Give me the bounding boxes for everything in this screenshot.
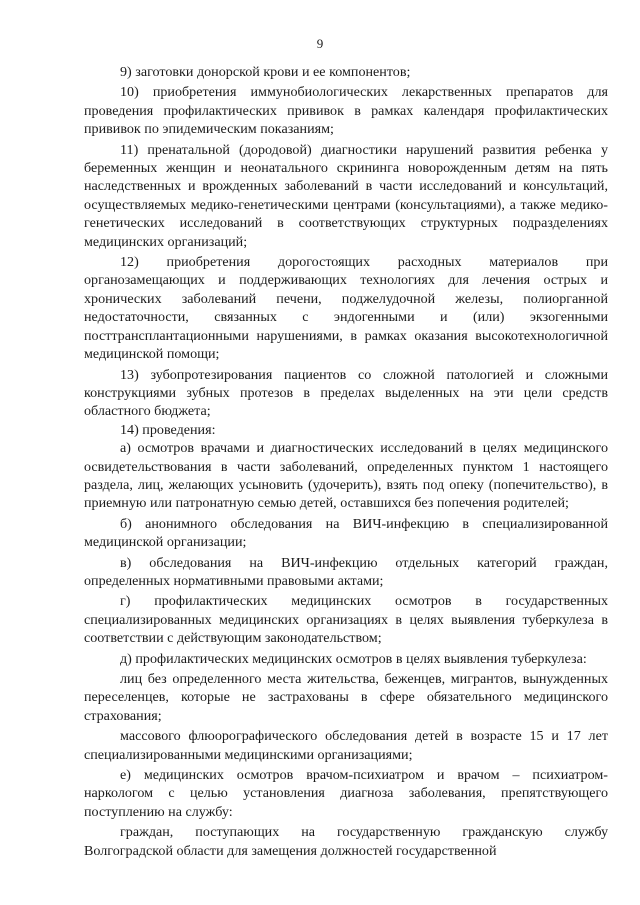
paragraph-item-11: 11) пренатальной (дородовой) диагностики нарушений развития ребенка у беременных женщин и неонатального скрининга новорожденным детям на пять наследственных и врожденных заболеваний в части исследований и консультаций, осуществляемых медико-генетическими центрами (консультациями), а также медико-генетических исследований в соответствующих структурных подразделениях медицинских организаций; <box>84 141 608 250</box>
paragraph-item-14b: б) анонимного обследования на ВИЧ-инфекцию в специализированной медицинской организации; <box>84 515 608 551</box>
paragraph-item-14d: д) профилактических медицинских осмотров в целях выявления туберкулеза: <box>120 650 587 667</box>
paragraph-item-14v: в) обследования на ВИЧ-инфекцию отдельных категорий граждан, определенных нормативными правовыми актами; <box>84 554 608 589</box>
paragraph-item-14: 14) проведения: <box>120 421 216 438</box>
paragraph-item-14a: а) осмотров врачами и диагностических исследований в целях медицинского освидетельствования в части заболеваний, определенных пунктом 1 настоящего раздела, лиц, желающих усыновить (удочерить), взять под опеку (попечительство), в приемную или патронатную семью детей, оставшихся без попечения родителей; <box>84 440 608 512</box>
paragraph-item-13: 13) зубопротезирования пациентов со сложной патологией и сложными конструкциями зубных протезов в пределах выделенных на эти цели средств областного бюджета; <box>84 366 608 420</box>
paragraph-item-10: 10) приобретения иммунобиологических лекарственных препаратов для проведения профилактических прививок в рамках календаря профилактических прививок по эпидемическим показаниям; <box>84 84 608 138</box>
paragraph-item-9: 9) заготовки донорской крови и ее компонентов; <box>120 64 411 80</box>
paragraph-subitem-homeless: лиц без определенного места жительства, беженцев, мигрантов, вынужденных переселенцев, которые не застрахованы в сфере обязательного медицинского страхования; <box>84 671 608 724</box>
paragraph-subitem-civil-service: граждан, поступающих на государственную гражданскую службу Волгоградской области для замещения должностей государственной <box>84 824 608 859</box>
paragraph-item-12: 12) приобретения дорогостоящих расходных материалов при органозамещающих и поддерживающих технологиях для лечения острых и хронических заболеваний печени, поджелудочной железы, полиорганной недостаточности, связанных с эндогенными и (или) экзогенными посттрансплантационными нарушениями, в рамках оказания высокотехнологичной медицинской помощи; <box>84 254 608 363</box>
paragraph-item-14g: г) профилактических медицинских осмотров в государственных специализированных медицинских организациях в целях выявления туберкулеза в соответствии с действующим законодательством; <box>84 593 608 647</box>
page-number: 9 <box>316 36 324 51</box>
paragraph-subitem-fluorography: массового флюорографического обследования детей в возрасте 15 и 17 лет специализированными медицинскими организациями; <box>84 728 608 763</box>
document-body <box>84 63 608 860</box>
paragraph-item-14e: е) медицинских осмотров врачом-психиатром и врачом – психиатром-наркологом с целью установления диагноза заболевания, препятствующего поступлению на службу: <box>84 767 608 820</box>
